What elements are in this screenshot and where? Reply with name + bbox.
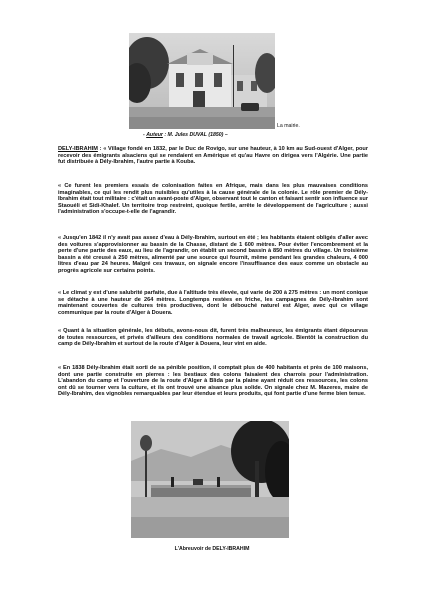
mairie-caption: La mairie. — [277, 123, 300, 129]
paragraph — [58, 290, 368, 316]
author-prefix: - — [143, 132, 145, 138]
paragraph-text: « Ce furent les premiers essais de colonisation faites en Afrique, mais dans les plus mauvaises conditions imaginables, ce qui les rendit plus nuisibles qu'utiles à la cause générale de la colonie. Le rôle premier de Dély-Ibrahim était tout militaire : c'était un avant-poste d'Alger, observant tout le canton et faisant sentir son influence sur Staouéli et Sidi-Khalef. Un territoire trop restreint, quoique fertile, arrête le développement de l'agriculture ; aussi l'administration s'occupe-t-elle de l'agrandir. — [58, 183, 368, 216]
author-year: (1850) — [208, 132, 224, 138]
paragraph-text: « Jusqu'en 1842 il n'y avait pas assez d'eau à Dély-Ibrahim, surtout en été ; les habitants étaient obligés d'aller avec des voitures s'approvisionner au bassin de la Chasse, distant de 1 600 mètres. Pour éviter l'encombrement et la perte d'une partie des eaux, au lieu de l'agrandir, on établit un second bassin à 850 mètres du village. Un troisième bassin a été creusé à 250 mètres, alimenté par une source qui fournit, même pendant les grandes chaleurs, 4 000 litres d'eau par 24 heures. Malgré ces travaux, on signale encore l'insuffisance des eaux comme un obstacle au progrès agricole sur certains points. — [58, 235, 368, 274]
paragraph — [58, 146, 368, 166]
paragraph — [58, 235, 368, 274]
paragraph-text: « Quant à la situation générale, les débuts, avons-nous dit, furent très malheureux, les émigrants étant dépourvus de toutes ressources, et privés d'ailleurs des conditions normales de travail agricole. Bientôt la construction du camp de Dély-Ibrahim et surtout de la route d'Alger à Douera, leur vint en aide. — [58, 328, 368, 348]
abreuvoir-caption: L'Abreuvoir de DELY-IBRAHIM — [174, 546, 250, 552]
paragraph — [58, 365, 368, 398]
mairie-photo — [129, 33, 275, 129]
author-suffix: – — [224, 132, 228, 138]
paragraph-text: « En 1838 Dély-Ibrahim était sorti de sa pénible position, il comptait plus de 400 habitants et près de 100 maisons, dont une partie construite en pierres : les bestiaux des colons faisaient des charrois pour l'administration. L'abandon du camp et l'ouverture de la route d'Alger à Blida par la plaine ayant réduit ces ressources, les colons ont dû se tourner vers la culture, et ils ont trouvé une aisance plus solide. On signale chez M. Mazeres, maire de Dély-Ibrahim, des vignobles remarquables par leur étendue et leurs produits, qui font partie d'une ferme bien tenue. — [58, 365, 368, 398]
paragraph-text: « Le climat y est d'une salubrité parfaite, due à l'altitude très élevée, qui varie de 200 à 275 mètres : un mont conique se détache à une hauteur de 264 mètres. Longtemps restées en friche, les campagnes de Dély-Ibrahim sont maintenant couvertes de cultures très productives, dont le débouché naturel est Alger, avec qui ce village communique par la route d'Alger à Douera. — [58, 290, 368, 316]
author-credit — [143, 132, 228, 138]
author-name: : M. Jules DUVAL — [164, 132, 207, 138]
abreuvoir-photo — [131, 421, 289, 538]
paragraph-text: : « Village fondé en 1832, par le Duc de Rovigo, sur une hauteur, à 10 km au Sud-ouest d'Alger, pour recevoir des émigrants alsaciens qui se rendaient en Amérique et qu'au Havre on dirigea vers l'Algérie. Une partie fut distribuée à Dély-Ibrahim, l'autre partie à Kouba. — [58, 146, 368, 166]
paragraph — [58, 183, 368, 216]
paragraph — [58, 328, 368, 348]
paragraph-lead: DELY-IBRAHIM — [58, 146, 98, 152]
author-label: Auteur — [146, 132, 163, 138]
